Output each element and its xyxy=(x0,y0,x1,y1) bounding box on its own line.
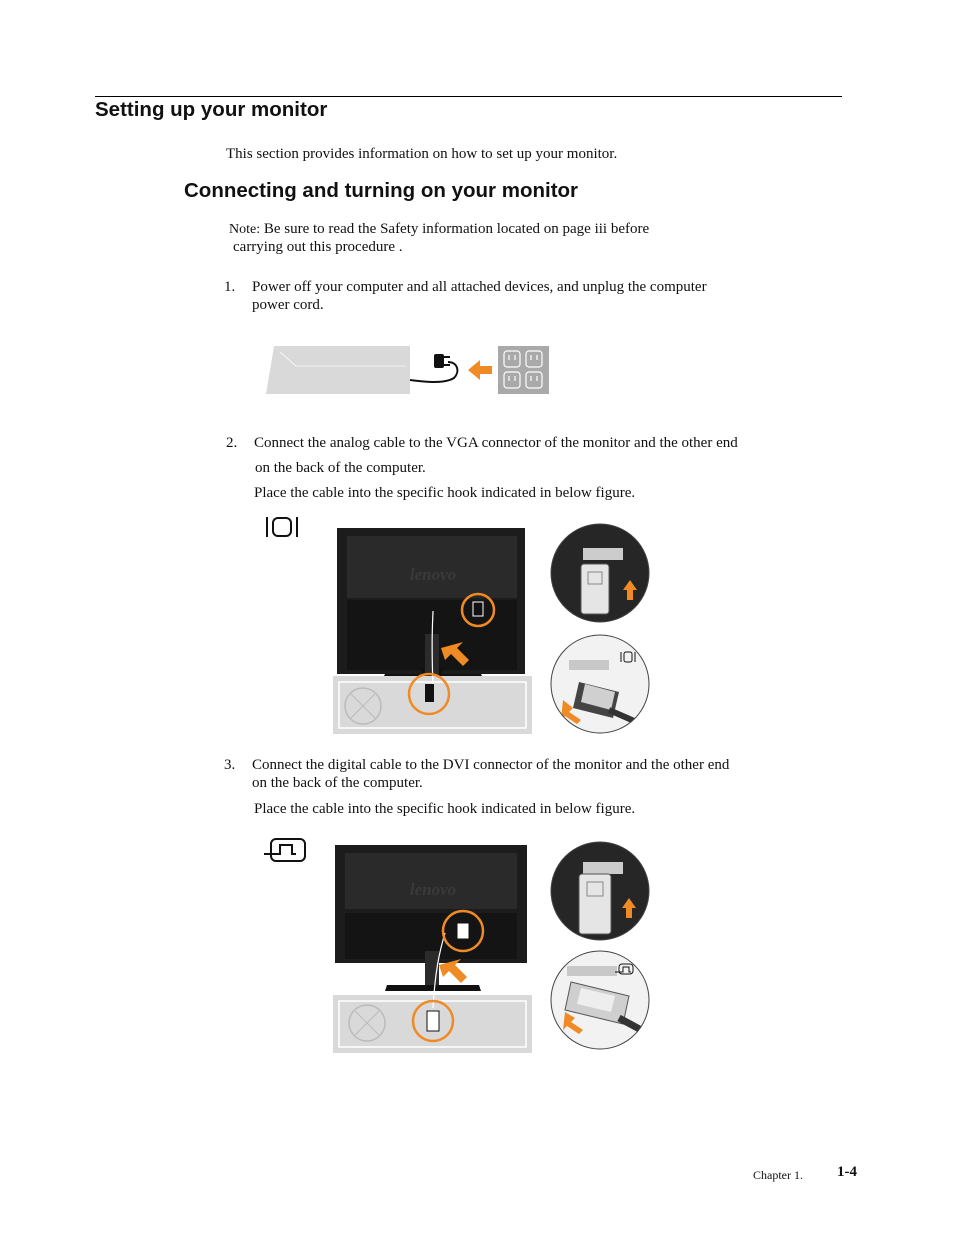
step-number: 1. xyxy=(224,279,236,295)
arrow-icon xyxy=(468,360,492,380)
step-text: on the back of the computer. xyxy=(255,460,426,476)
step-text: power cord. xyxy=(252,297,324,313)
power-cord-icon xyxy=(410,362,457,382)
subsection-title: Connecting and turning on your monitor xyxy=(184,179,579,202)
section-intro: This section provides information on how to set up your monitor. xyxy=(226,146,618,162)
step-text: Place the cable into the specific hook indicated in below figure. xyxy=(254,485,636,501)
note-text-1: Be sure to read the Safety information located on page iii before xyxy=(263,221,650,237)
power-unplug-figure xyxy=(266,344,552,396)
vga-monitor-back-figure xyxy=(333,526,533,734)
plug-icon xyxy=(434,354,444,368)
note-line-1 xyxy=(229,220,649,239)
brand-logo: lenovo xyxy=(409,880,457,899)
step-text: Connect the analog cable to the VGA connector of the monitor and the other end xyxy=(254,435,738,451)
header-rule xyxy=(95,96,842,97)
computer-side-panel xyxy=(266,346,410,394)
page-number: 1-4 xyxy=(837,1164,857,1180)
step-text: Connect the digital cable to the DVI connector of the monitor and the other end xyxy=(252,757,730,773)
step-text: on the back of the computer. xyxy=(252,775,423,791)
dvi-monitor-back-figure xyxy=(333,843,533,1053)
brand-logo: lenovo xyxy=(409,565,457,584)
note-line-2: carrying out this procedure . xyxy=(233,239,403,255)
vga-symbol-icon xyxy=(265,515,299,539)
step-text: Place the cable into the specific hook indicated in below figure. xyxy=(254,801,636,817)
dvi-hook-detail-figure xyxy=(549,840,653,1052)
dvi-symbol-icon xyxy=(262,836,308,866)
note-label: Note: xyxy=(229,222,261,237)
step-text: Power off your computer and all attached devices, and unplug the computer xyxy=(252,279,707,295)
vga-hook-detail-figure xyxy=(549,522,653,736)
step-number: 2. xyxy=(226,435,238,451)
step-number: 3. xyxy=(224,757,236,773)
section-title: Setting up your monitor xyxy=(95,98,328,121)
footer-chapter: Chapter 1. xyxy=(753,1168,803,1182)
